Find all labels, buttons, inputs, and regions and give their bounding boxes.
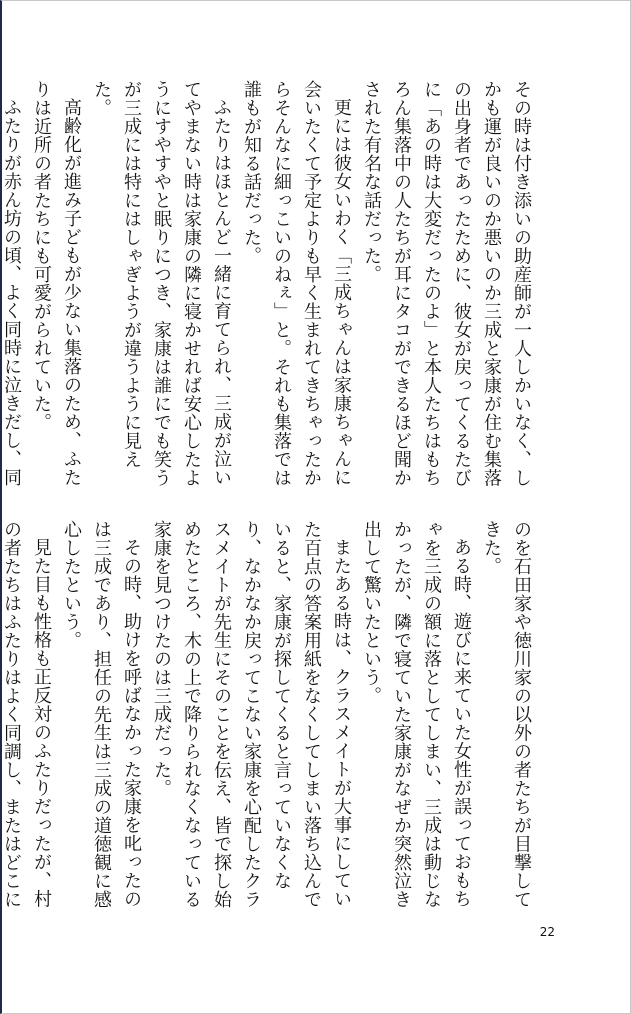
paragraph: 見た目も性格も正反対のふたりだったが、村の者たちはふたりはよく同調し、またはどこに — [1, 520, 52, 909]
paragraph: 高齢化が進み子どもが少ない集落のため、ふたりは近所の者たちにも可愛がられていた。 — [31, 80, 82, 487]
paragraph: ある時、遊びに来ていた女性が誤っておもちゃを三成の額に落としてしまい、三成は動じなかったが、隣で寝ていた家康がなぜか突然泣き出して驚いたという。 — [361, 520, 472, 909]
paragraph: その時、助けを呼ばなかった家康を叱ったのは三成であり、担任の先生は三成の道徳観に感心したという。 — [61, 520, 142, 909]
top-text-block — [1, 80, 536, 492]
paragraph: ふたりが赤ん坊の頃、よく同時に泣きだし、同 — [1, 98, 22, 487]
paragraph: ふたりはほとんど一緒に育てられ、三成が泣いてやまない時は家康の隣に寝かせれば安心したようにすやすやと眠りにつき、家康は誰にでも笑うが三成には特にはしゃぎようが違うように見えた。 — [91, 80, 232, 487]
paragraph: 更には彼女いわく「三成ちゃんは家康ちゃんに会いたくて予定よりも早く生まれてきちゃったからそんなに細っこいのねぇ」と。それも集落では誰もが知る話だった。 — [241, 80, 352, 487]
paragraph: のを石田家や徳川家の以外の者たちが目撃してきた。 — [481, 520, 532, 909]
paragraph: その時は付き添いの助産師が一人しかいなく、しかも運が良いのか悪いのか三成と家康が住む集落の出身者であったために、彼女が戻ってくるたびに「あの時は大変だったのよ」と本人たちはもちろん集落中の人たちが耳にタコができるほど聞かされた有名な話だった。 — [361, 80, 532, 487]
bottom-text-block — [1, 520, 536, 912]
paragraph: またある時は、クラスメイトが大事にしていた百点の答案用紙をなくしてしまい落ち込んでいると、家康が探してくると言っていなくなり、なかなか戻ってこない家康を心配したクラスメイトが先生にそのことを伝え、皆で探し始めたところ、木の上で降りられなくなっている家康を見つけたのは三成だった。 — [151, 520, 352, 909]
page-number: 22 — [539, 925, 555, 939]
